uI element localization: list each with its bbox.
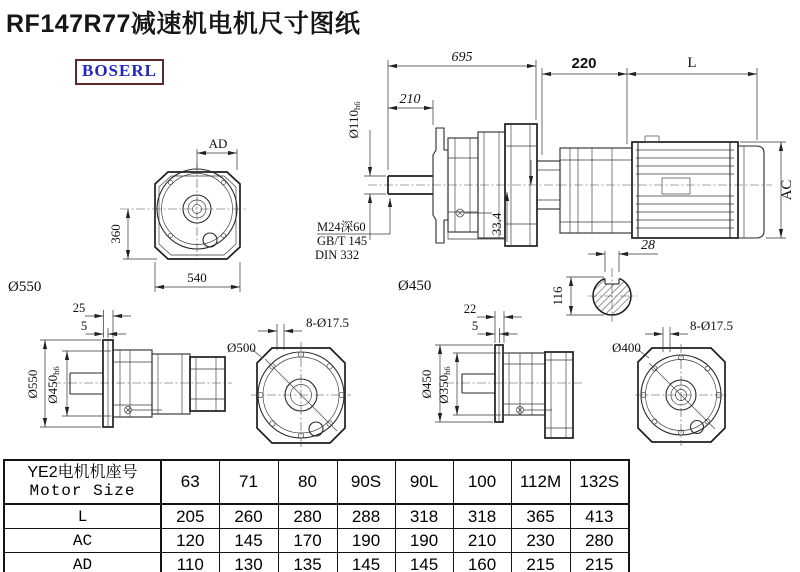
dim-116-label: 116 <box>550 286 565 306</box>
dim-540-label: 540 <box>187 270 207 285</box>
dim-bolt-holes-b-label: 8-Ø17.5 <box>690 318 733 333</box>
label-diameter-550: Ø550 <box>8 279 42 295</box>
label-diameter-450: Ø450 <box>398 278 432 294</box>
table-cell: 130 <box>219 553 278 572</box>
table-header-size: 100 <box>453 460 511 504</box>
table-header-size: 132S <box>570 460 629 504</box>
flange-face-view-a <box>227 315 351 448</box>
thread-note <box>315 198 390 262</box>
dimension-outer-dia-b <box>419 345 493 422</box>
table-cell: 145 <box>219 529 278 553</box>
table-header-size: 71 <box>219 460 278 504</box>
table-cell: 170 <box>278 529 337 553</box>
flange-side-view-b <box>419 302 583 438</box>
page-title: RF147R77减速机电机尺寸图纸 <box>6 10 361 38</box>
table-cell: 318 <box>453 504 511 529</box>
dimension-l <box>627 55 757 140</box>
table-cell: 215 <box>511 553 570 572</box>
flange-side-view-a <box>25 301 232 427</box>
dim-bolt-holes-a-label: 8-Ø17.5 <box>306 315 349 330</box>
dim-25-label: 25 <box>72 301 86 315</box>
label-dia-400: Ø400 <box>612 340 641 355</box>
table-row-ad <box>4 553 629 572</box>
dimension-outer-dia-a <box>25 340 101 427</box>
dim-outer-dia-b-label: Ø450 <box>419 369 434 399</box>
table-header-size: 90S <box>337 460 395 504</box>
table-cell: 135 <box>278 553 337 572</box>
table-header-motor-size <box>4 460 161 504</box>
table-cell: 145 <box>337 553 395 572</box>
table-cell: 210 <box>453 529 511 553</box>
dimension-695 <box>388 50 536 170</box>
dimension-bolt-holes-a <box>258 315 349 350</box>
label-dia-500: Ø500 <box>227 340 256 355</box>
thread-note-line3: DIN 332 <box>315 248 360 262</box>
thread-note-line2: GB/T 145 <box>317 234 368 248</box>
dim-outer-dia-a-label: Ø550 <box>25 369 40 399</box>
dim-5b-label: 5 <box>471 319 479 333</box>
motor-side-view <box>537 55 795 238</box>
table-row-l <box>4 504 629 529</box>
table-header-en: Motor Size <box>29 482 136 500</box>
dim-360-label: 360 <box>108 224 123 244</box>
dim-22-label: 22 <box>463 302 477 316</box>
table-cell: 230 <box>511 529 570 553</box>
table-cell: 145 <box>395 553 453 572</box>
table-cell: 190 <box>337 529 395 553</box>
motor-size-table <box>3 459 630 572</box>
table-header-size: 112M <box>511 460 570 504</box>
thread-note-line1: M24深60 <box>317 220 366 234</box>
shaft-key-section <box>550 238 658 322</box>
table-cell: 288 <box>337 504 395 529</box>
dim-695-label: 695 <box>451 50 473 65</box>
dimension-210 <box>388 92 433 125</box>
dimension-360 <box>108 209 157 259</box>
dim-shaft-diameter-label: Ø110h6 <box>346 101 362 139</box>
table-header-cn: YE2电机机座号 <box>27 464 138 481</box>
flange-face-view-b <box>612 318 733 446</box>
table-header-row <box>4 460 629 504</box>
table-row-label: L <box>4 504 161 529</box>
table-cell: 280 <box>278 504 337 529</box>
table-header-size: 90L <box>395 460 453 504</box>
dimension-bolt-holes-b <box>645 318 733 352</box>
table-cell: 318 <box>395 504 453 529</box>
dimension-33-4 <box>489 160 531 242</box>
dim-220-label: 220 <box>571 55 597 72</box>
dim-5a-label: 5 <box>80 319 88 333</box>
dim-ad-label: AD <box>208 136 228 151</box>
dimension-spigot-dia-b <box>436 353 501 415</box>
table-cell: 120 <box>161 529 219 553</box>
dimension-540 <box>155 262 240 292</box>
table-cell: 110 <box>161 553 219 572</box>
table-header-size: 80 <box>278 460 337 504</box>
dim-spigot-dia-b-label: Ø350h6 <box>436 366 452 404</box>
dim-ac-label: AC <box>779 179 795 201</box>
table-cell: 413 <box>570 504 629 529</box>
dim-33-4-label: 33.4 <box>489 212 504 236</box>
table-cell: 160 <box>453 553 511 572</box>
dim-210-label: 210 <box>399 92 421 107</box>
dim-l-label: L <box>687 55 697 71</box>
dim-28-label: 28 <box>641 238 655 253</box>
dimension-220 <box>542 55 627 155</box>
table-cell: 280 <box>570 529 629 553</box>
dim-spigot-dia-a-label: Ø450h6 <box>45 366 61 404</box>
table-cell: 260 <box>219 504 278 529</box>
dimension-28 <box>588 238 658 272</box>
table-header-size: 63 <box>161 460 219 504</box>
table-row-label: AD <box>4 553 161 572</box>
dimension-spigot-dia-a <box>45 351 111 416</box>
table-row-ac <box>4 529 629 553</box>
table-cell: 190 <box>395 529 453 553</box>
gearbox-front-view <box>8 136 248 295</box>
brand-logo-text: BOSERL <box>82 61 157 80</box>
table-row-label: AC <box>4 529 161 553</box>
dimension-ad <box>197 136 237 170</box>
reducer-side-view <box>315 50 558 294</box>
table-cell: 365 <box>511 504 570 529</box>
table-cell: 215 <box>570 553 629 572</box>
table-cell: 205 <box>161 504 219 529</box>
dimension-ac <box>740 142 795 238</box>
